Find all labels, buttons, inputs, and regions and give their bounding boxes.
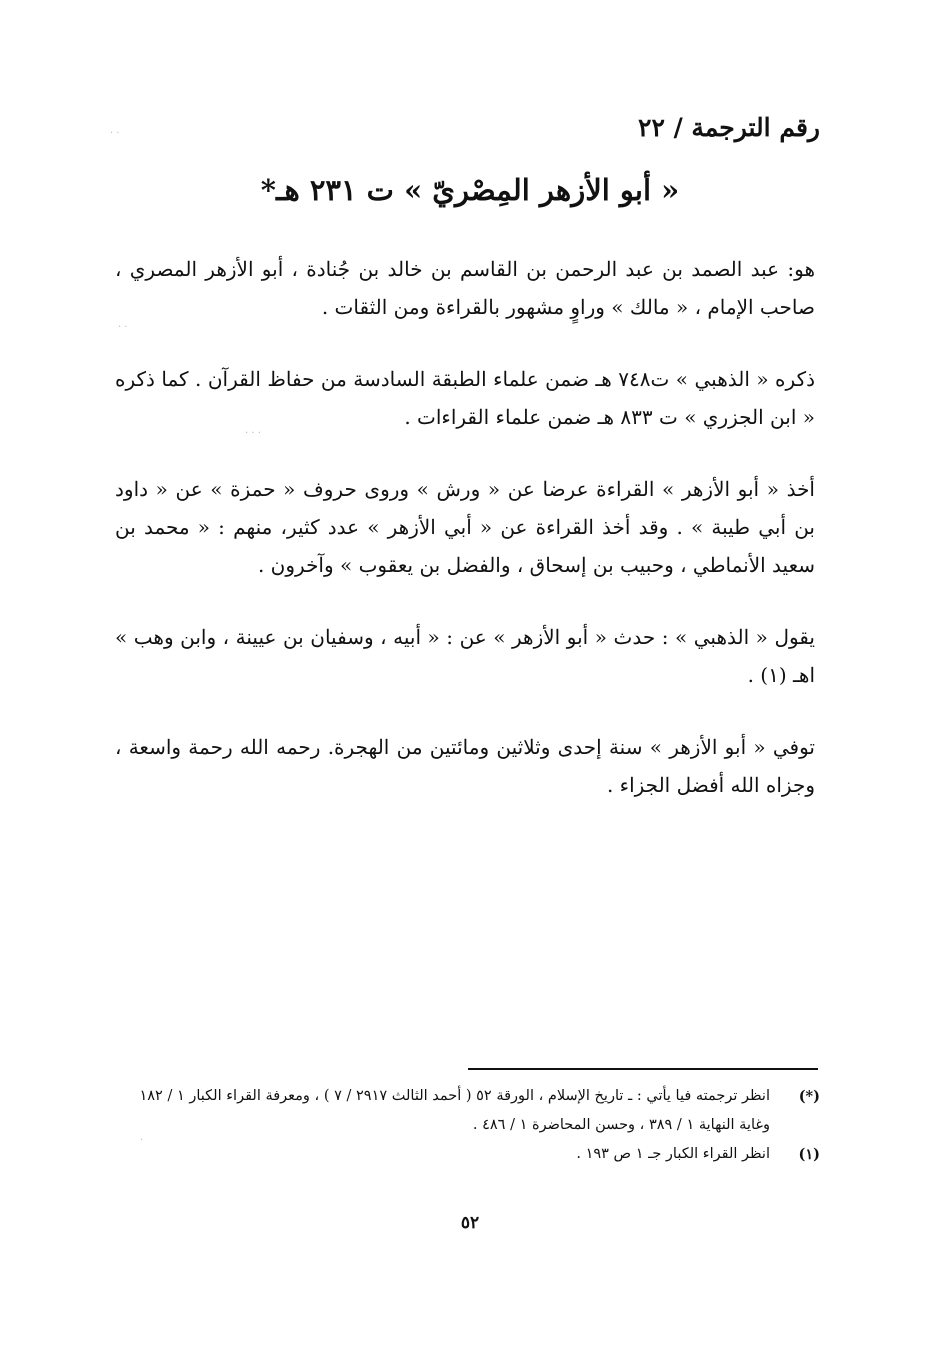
paragraph-teachers-students: أخذ « أبو الأزهر » القراءة عرضا عن « ورش » وروى حروف « حمزة » عن « داود بن أبي طيبة » . وقد أخذ القراءة عن « أبي الأزهر » عدد كثير، منهم : « محمد بن سعيد الأنماطي ، وحبيب بن إسحاق ، والفضل بن يعقوب » وآخرون . xyxy=(115,477,815,577)
biography-title: « أبو الأزهر المِصْريّ » ت ٢٣١ هـ* xyxy=(260,173,680,207)
footnote-text: انظر القراء الكبار جـ ١ ص ١٩٣ . xyxy=(576,1146,770,1162)
scan-speck: · · xyxy=(118,322,128,333)
footnote-marker: (١) xyxy=(798,1146,820,1163)
scan-speck: · · · xyxy=(245,428,261,439)
footnotes xyxy=(110,1068,820,1169)
page-number: ٥٢ xyxy=(460,1213,480,1233)
paragraph-death: توفي « أبو الأزهر » سنة إحدى وثلاثين ومائتين من الهجرة. رحمه الله رحمة واسعة ، وجزاه الله أفضل الجزاء . xyxy=(115,735,815,797)
footnote-item xyxy=(110,1140,820,1169)
scan-speck: · · xyxy=(110,128,120,139)
footnote-item xyxy=(110,1082,820,1140)
entry-number: رقم الترجمة / ٢٢ xyxy=(638,113,820,142)
scan-speck: · xyxy=(140,1135,144,1146)
footnote-marker: (*) xyxy=(798,1088,820,1105)
paragraph-identity: هو: عبد الصمد بن عبد الرحمن بن القاسم بن خالد بن جُنادة ، أبو الأزهر المصري ، صاحب الإمام ، « مالك » وراوٍ مشهور بالقراءة ومن الثقات . xyxy=(115,257,815,319)
biography-body xyxy=(115,250,815,838)
paragraph-mentions: ذكره « الذهبي » ت٧٤٨ هـ ضمن علماء الطبقة السادسة من حفاظ القرآن . كما ذكره « ابن الجزري » ت ٨٣٣ هـ ضمن علماء القراءات . xyxy=(115,367,815,429)
footnote-text: انظر ترجمته فيا يأتي : ـ تاريخ الإسلام ، الورقة ٥٢ ( أحمد الثالث ٢٩١٧ / ٧ ) ، ومعرفة القراء الكبار ١ / ١٨٢ وغاية النهاية ١ / ٣٨٩ ، وحسن المحاضرة ١ / ٤٨٦ . xyxy=(139,1088,770,1133)
paragraph-narration: يقول « الذهبي » : حدث « أبو الأزهر » عن : « أبيه ، وسفيان بن عيينة ، وابن وهب » اهـ (١) . xyxy=(115,625,815,687)
